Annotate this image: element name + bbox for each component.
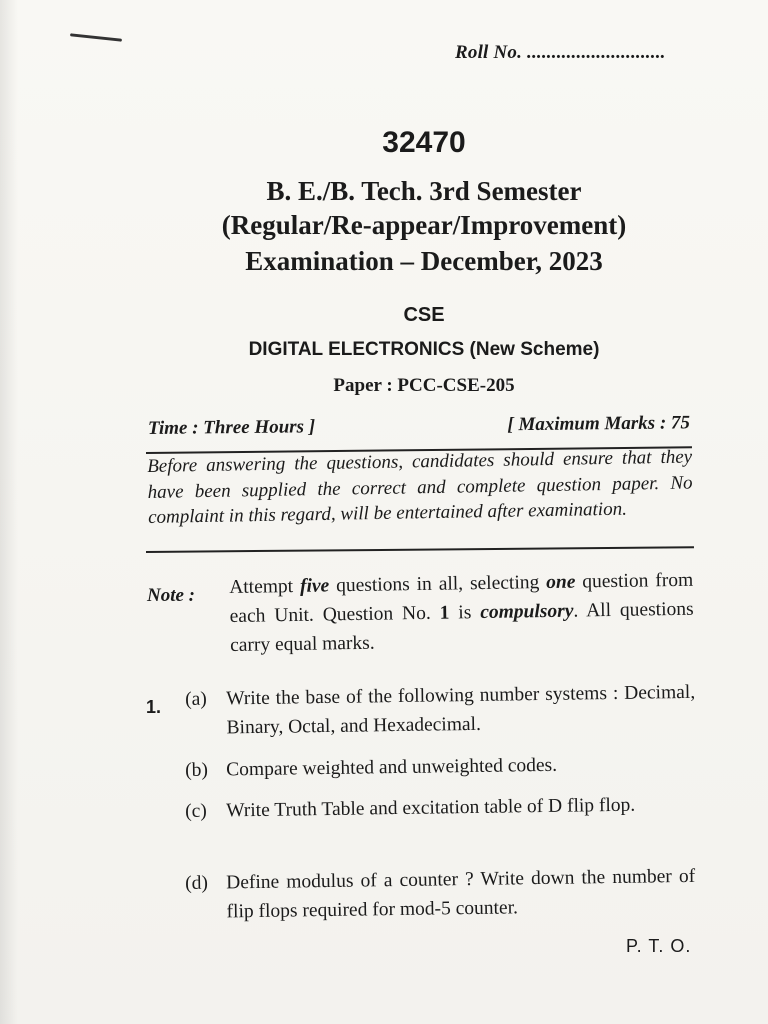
please-turn-over: P. T. O. [626, 936, 692, 956]
exam-title-line-1: B. E./B. Tech. 3rd Semester [266, 176, 582, 206]
part-label: (b) [185, 759, 209, 781]
paper-id: Paper : PCC-CSE-205 [333, 375, 515, 396]
roll-number-field: Roll No. ............................ [455, 42, 666, 63]
time-marks-row [148, 412, 690, 440]
paper-code: 32470 [382, 126, 466, 159]
part-label: (c) [185, 800, 208, 822]
part-label: (d) [185, 872, 209, 894]
part-label: (a) [185, 688, 208, 710]
divider-bottom [146, 546, 694, 552]
question-part-c [185, 790, 695, 826]
note-text: Attempt five questions in all, selecting one question from each Unit. Question No. 1 is compulsory. All questions carry equal marks. [229, 569, 694, 656]
question-part-d [185, 862, 696, 927]
part-text: Write Truth Table and excitation table of D flip flop. [226, 794, 636, 822]
maximum-marks: [ Maximum Marks : 75 [507, 412, 691, 436]
candidate-instructions: Before answering the questions, candidates should ensure that they have been supplied the correct and complete question paper. No complaint in this regard, will be entertained after examination. [147, 446, 693, 528]
part-text: Compare weighted and unweighted codes. [226, 754, 558, 781]
question-part-b [185, 749, 695, 785]
exam-title-line-3: Examination – December, 2023 [245, 246, 603, 276]
part-text: Define modulus of a counter ? Write down the number of flip flops required for mod-5 counter. [226, 865, 696, 923]
time-allowed: Time : Three Hours ] [147, 416, 316, 439]
exam-title-line-2: (Regular/Re-appear/Improvement) [221, 210, 627, 240]
subject-title: DIGITAL ELECTRONICS (New Scheme) [248, 339, 600, 360]
part-text: Write the base of the following number systems : Decimal, Binary, Octal, and Hexadecimal. [226, 681, 696, 739]
pen-mark [70, 33, 122, 41]
note-label: Note : [147, 585, 196, 606]
question-number: 1. [146, 697, 162, 717]
question-part-a [185, 678, 696, 743]
department: CSE [403, 304, 445, 326]
